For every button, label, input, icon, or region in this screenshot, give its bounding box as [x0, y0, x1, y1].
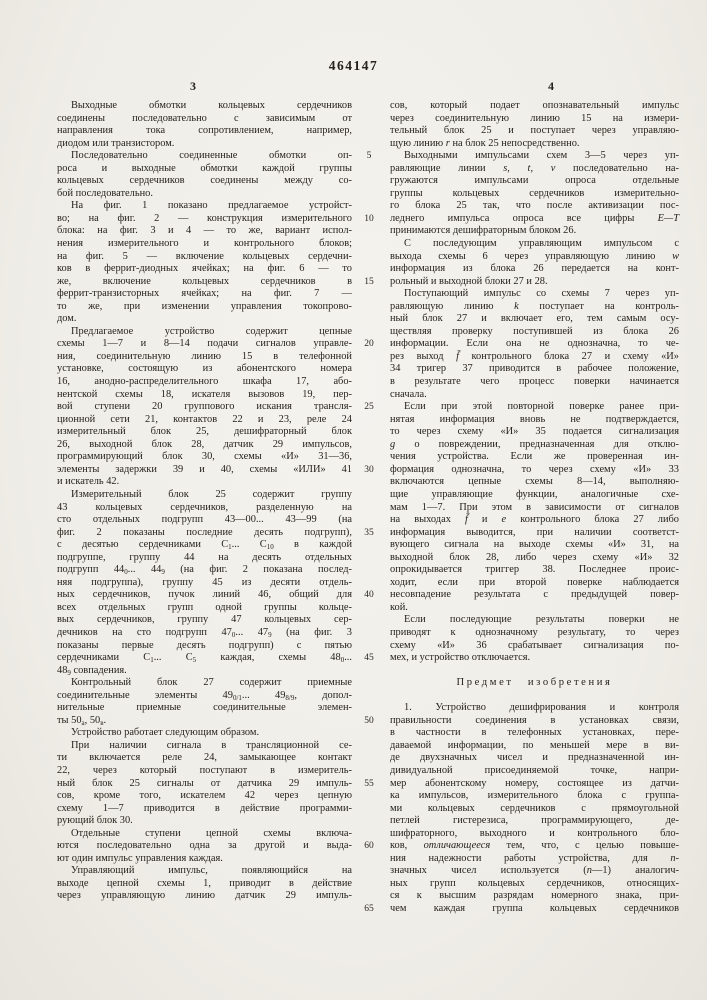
text-line: то через схему «И» 35 подается сигнализация [390, 426, 679, 438]
text-line: же, включение кольцевых сердечников в [57, 275, 352, 287]
text-line: приводят к однозначному результату, то через [390, 626, 679, 638]
text-line: во; на фиг. 2 — конструкция измерительного [57, 212, 352, 224]
text-line: группы кольцевых сердечников измерительно- [390, 187, 679, 199]
text-line: опрокидывается триггер 38. Последнее проис- [390, 564, 679, 576]
line-number: 15 [364, 276, 374, 287]
text-line: мам 1—7. При этом в зависимости от сигналов [390, 501, 679, 513]
text-line: на фиг. 5 — включение кольцевых сердечни- [57, 250, 352, 262]
text-line: ти включается реле 24, замыкающее контакт [57, 752, 352, 764]
text-line: ют один импульс управления каждая. [57, 852, 223, 864]
text-line: тельный блок 25 и поступает через управляю- [390, 125, 679, 137]
text-line: Выходные обмотки кольцевых сердечников [71, 100, 352, 111]
column-number-right: 4 [548, 79, 554, 93]
text-line: и искатель 42. [57, 476, 120, 488]
text-line: принимаются дешифраторным блоком 26. [390, 225, 577, 237]
text-line: соединительные элементы $49_{0/1}$... $49_{8/9}$, допол- [57, 689, 352, 702]
text-line: даваемой информации, по меньшей мере в ви- [390, 739, 679, 751]
left-text-column [57, 100, 352, 903]
text-line: феррит-транзисторных ячейках; на фиг. 7 — [57, 288, 352, 300]
text-line: через соединительную линию 15 на измери- [390, 112, 679, 124]
text-line: нентской схемы 18, искателя вызовов 19, пер- [57, 388, 352, 400]
line-number: 30 [364, 464, 374, 475]
line-number: 60 [364, 841, 374, 852]
text-line: выходе цепной схемы 1, приводит в действие [57, 877, 352, 889]
text-line: элементы задержки 39 и 40, схемы «ИЛИ» 41 [57, 463, 352, 475]
text-line: то же, при изменении управления токопрово- [57, 300, 352, 312]
text-line: измерительный блок 25, дешифраторный блок [57, 426, 352, 438]
text-line: подгруппе, группу 44 на десять отдельных [57, 551, 352, 563]
text-line: установке, состоящую из абонентского номера [57, 363, 352, 375]
text-line: рующий блок 30. [57, 815, 133, 827]
text-line: 22, через который поступают в измеритель- [57, 764, 352, 776]
line-number: 35 [364, 527, 374, 538]
text-line: равляющую линию k поступает на контроль- [390, 300, 679, 312]
text-line: сов, который подает опознавательный импульс [390, 100, 679, 111]
text-line: дом. [57, 313, 77, 325]
text-line: всех отдельных групп одной группы кольце- [57, 601, 352, 613]
text-line: ются последовательно одна за другой и выда- [57, 840, 352, 852]
text-line: мер абонентскому номеру, состоящее из датчи- [390, 777, 679, 789]
text-line: ных групп кольцевых сердечников, относящих- [390, 877, 679, 889]
text-line: Поступающий импульс со схемы 7 через уп- [404, 288, 679, 300]
text-line: Если последующие результаты поверки не [404, 614, 679, 626]
text-line: бой последовательно. [57, 187, 153, 199]
text-line: правильности соединения в установках связи, [390, 714, 679, 726]
text-line: сто отдельных подгрупп 43—00... 43—99 (на [57, 514, 352, 526]
text-line: в частности в телефонных установках, пере- [390, 727, 679, 739]
text-line: 34 тригер 37 приводится в рабочее положение, [390, 363, 679, 375]
text-line: Предлагаемое устройство содержит цепные [71, 325, 352, 337]
text-line: информации. Если она не однозначна, то че- [390, 338, 679, 350]
text-line: схемы 1—7 и 8—14 подачи сигналов управле- [57, 338, 352, 350]
text-line: ществляя проверку поступившей из блока 26 [390, 325, 679, 337]
text-line: кой. [390, 601, 408, 613]
text-line: чем каждая группа кольцевых сердечников [390, 903, 679, 914]
text-line: информация выводится, при наличии соответст- [390, 526, 679, 538]
text-line: го блока 25 так, что после активизации пос- [390, 200, 679, 212]
text-line: выхода схемы 6 через управляющую линию w [390, 250, 679, 262]
text-line: рольный и выходной блоки 27 и 28. [390, 275, 548, 287]
text-line: При наличии сигнала в трансляционной се- [71, 739, 352, 751]
line-number: 65 [364, 904, 374, 915]
text-line: 1. Устройство дешифрирования и контроля [404, 702, 679, 714]
text-line: гружаются импульсами опроса отдельные [390, 175, 679, 187]
text-line: дечников на сто подгрупп $47_0$... $47_9$ (на фиг. 3 [57, 626, 353, 639]
blank-line [390, 690, 679, 703]
text-line: на выходах f̄ и e контрольного блока 27 либо [390, 514, 680, 526]
line-number: 25 [364, 402, 374, 413]
text-line: чения устройства. Если же проверенная ин- [390, 451, 679, 463]
text-line: Контрольный блок 27 содержит приемные [71, 677, 352, 689]
text-line: леднего импульса опроса все цифры E—T [390, 212, 679, 224]
text-line: Управляющий импульс, появляющийся на [71, 865, 352, 877]
text-line: информация из блока 26 передается на конт- [390, 263, 679, 275]
blank-line [390, 665, 679, 678]
text-line: ный блок 27 и включает его, тем самым осу- [390, 313, 679, 325]
text-line: щую линию r на блок 25 непосредственно. [390, 137, 580, 149]
text-line: схему 1—7 приводится в действие программи- [57, 802, 352, 814]
text-line: нятая информация вновь не подтверждается, [390, 413, 679, 425]
line-number: 55 [364, 778, 374, 789]
text-line: диодом или транзистором. [57, 137, 175, 149]
text-line: в результате чего процесс поверки начинается [390, 376, 679, 388]
text-line: Устройство работает следующим образом. [71, 727, 260, 739]
text-line: ционной сети 21, контактов 22 и 23, реле 24 [57, 413, 352, 425]
text-line: кольцевых сердечников соединены между со- [57, 175, 352, 187]
text-line: программирующий блок 30, схемы «И» 31—36, [57, 451, 352, 463]
text-line: через управляющую линию датчик 29 импуль- [57, 890, 352, 902]
text-line: подгрупп $44_0$... $44_9$ (на фиг. 2 показана послед- [57, 564, 353, 577]
text-line: соединены последовательно с зависимым от [57, 112, 352, 124]
text-line: ный блок 25 сигналы от датчика 29 импуль- [57, 777, 352, 789]
text-line: ных сердечников, пучок линий 46, общий для [57, 589, 352, 601]
text-line: показаны первые десять подгрупп) с пятью [57, 639, 352, 651]
text-line: мех, и устройство отключается. [390, 652, 531, 664]
text-line: ка импульсов, измерительного блока с группа- [390, 790, 679, 802]
column-number-left: 3 [190, 79, 196, 93]
line-number: 50 [364, 715, 374, 726]
line-number: 5 [366, 151, 372, 162]
text-line: нительные приемные соединительные элемен- [57, 702, 352, 714]
text-line: Выходными импульсами схем 3—5 через уп- [404, 150, 679, 162]
text-line: рез выход f̄ контрольного блока 27 и схему «И» [390, 350, 680, 362]
text-line: вой ступени 20 группового искания трансля- [57, 401, 352, 413]
text-line: 43 кольцевых сердечников, разделенную на [57, 501, 352, 513]
text-line: направления тока сопротивлением, например, [57, 125, 352, 137]
patent-number: 464147 [328, 58, 379, 73]
text-line: Если при этой повторной поверке ранее при- [404, 401, 679, 413]
text-line: С последующим управляющим импульсом с [404, 238, 679, 250]
text-line: включаются цепные схемы 8—14, выполняю- [390, 476, 679, 488]
text-line: сердечниками $С_1$... $С_5$ каждая, схемы $48_0$... [57, 652, 352, 665]
line-number: 45 [364, 653, 374, 664]
section-heading: Предмет изобретения [456, 677, 613, 689]
text-line: дивидуальной присоединяемой точке, напри- [390, 764, 679, 776]
text-line: несовпадение результата с предыдущей повер- [390, 589, 679, 601]
line-number: 40 [364, 590, 374, 601]
line-number: 20 [364, 339, 374, 350]
text-line: ходит, если при второй поверке наблюдается [390, 576, 679, 588]
text-line: Измерительный блок 25 содержит группу [71, 488, 352, 500]
text-line: Отдельные ступени цепной схемы включа- [71, 827, 352, 839]
text-line: сов, кроме того, искателем 42 через цепную [57, 790, 352, 802]
text-line: щие управляющие функции, аналогичные схе- [390, 488, 679, 500]
text-line: На фиг. 1 показано предлагаемое устройст- [71, 200, 352, 212]
text-line: выходной блок 28, либо через схему «И» 32 [390, 551, 679, 563]
text-line: ми кольцевых сердечников с прямоугольной [390, 802, 679, 814]
text-line: ков в феррит-диодных ячейках; на фиг. 6 — то [57, 263, 352, 275]
text-line: значных чисел используется (n—1) аналогич- [390, 865, 679, 877]
text-line: g о повреждении, предназначенная для отклю- [390, 438, 679, 450]
text-line: ты $50_а$, $50_в$. [57, 714, 107, 727]
text-line: вых сердечников, группу 47 кольцевых сер- [57, 614, 352, 626]
text-line: роса и выходные обмотки каждой группы [57, 162, 352, 174]
text-line: де двухзначных чисел и предназначенной ин- [390, 752, 679, 764]
text-line: петлей гистерезиса, программирующего, де- [390, 815, 679, 827]
text-line: блока: на фиг. 3 и 4 — то же, вариант испол- [57, 225, 352, 237]
text-line: ков, отличающееся тем, что, с целью повыше- [390, 840, 679, 852]
text-line: Последовательно соединенные обмотки оп- [71, 150, 352, 162]
text-line: сначала. [390, 388, 427, 400]
text-line: 26, выходной блок 28, датчик 29 импульсов, [57, 438, 352, 450]
line-number-gutter [354, 100, 384, 920]
text-line: равляющие линии s, t, v последовательно на- [390, 162, 680, 174]
text-line: вующего сигнала на выходе схемы «И» 31, на [390, 539, 679, 551]
text-line: шифраторного, выходного и контрольного бло- [390, 827, 679, 839]
text-line: нения измерительного и контрольного блоков; [57, 238, 352, 250]
text-line: няя подгруппа), группу 45 из десяти отдель- [57, 576, 352, 588]
line-number: 10 [364, 213, 374, 224]
text-line: 16, анодно-распределительного шкафа 17, або- [57, 376, 352, 388]
text-line: с десятью сердечниками $С_1$... $С_{10}$ в каждой [57, 539, 353, 552]
text-line: схему «И» 36 срабатывает сигнализация по- [390, 639, 679, 651]
text-line: ния, соединительную линию 15 в телефонной [57, 350, 352, 362]
text-line: ния надежности работы устройства, для n- [390, 852, 679, 864]
text-line: формация однозначна, то через схему «И» 33 [390, 463, 679, 475]
text-line: $48_9$ совпадения. [57, 664, 127, 677]
text-line: ся к высшим разрядам номерного знака, при- [390, 890, 679, 902]
right-text-column [390, 100, 679, 916]
text-line: фиг. 2 показаны последние десять подгрупп), [57, 526, 352, 538]
